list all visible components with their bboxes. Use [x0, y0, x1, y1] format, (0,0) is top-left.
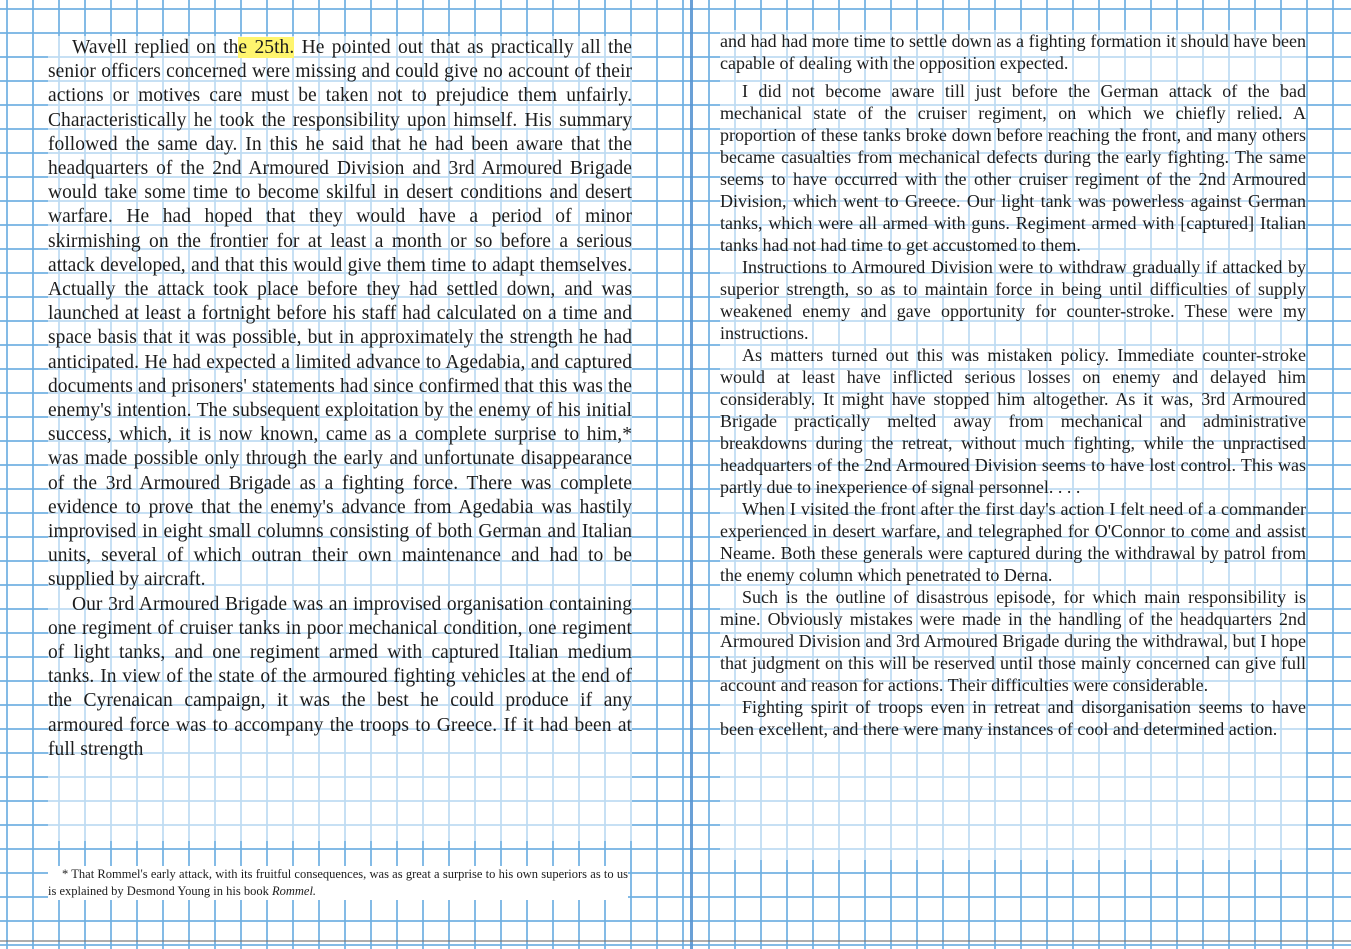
highlighted-date: e 25th.	[238, 37, 295, 58]
scan-edge	[0, 940, 1351, 942]
left-page	[48, 36, 632, 841]
right-paragraph-3: Instructions to Armoured Division were to withdraw gradually if attacked by superior strength, so as to maintain force in being until difficulties of supply weakened enemy and gave opportunity for counter-stroke. These were my instructions.	[720, 257, 1306, 343]
right-page	[720, 30, 1306, 860]
left-paragraph-1	[48, 36, 632, 593]
footnote	[48, 866, 628, 900]
right-paragraph-1: and had had more time to settle down as a fighting formation it should have been capable of dealing with the opposition expected.	[720, 31, 1306, 73]
footnote-book-title: Rommel.	[271, 884, 317, 898]
para1-rest: He pointed out that as practically all the senior officers concerned were missing and could give no account of their actions or motives care must be taken not to prejudice them unfairly. Characteristically he took the responsibility upon himself. His summary followed the same day. In this he said that he had been aware that the headquarters of the 2nd Armoured Division and 3rd Armoured Brigade would take some time to become skilful in desert conditions and desert warfare. He had hoped that they would have a period of minor skirmishing on the frontier for at least a month or so before a serious attack developed, and that this would give them time to adapt themselves. Actually the attack took place before they had settled down, and was launched at least a fortnight before his staff had calculated on a time and space basis that it was possible, but in approximately the strength he had anticipated. He had expected a limited advance to Agedabia, and captured documents and prisoners' statements had since confirmed that this was the enemy's intention. The subsequent exploitation by the enemy of his initial success, which, it is now known, came as a complete surprise to him,* was made possible only through the early and unfortunate disappearance of the 3rd Armoured Brigade as a fighting force. There was complete evidence to prove that the enemy's advance from Agedabia was hastily improvised in eight small columns consisting of both German and Italian units, several of which outran their own maintenance and had to be supplied by aircraft.	[48, 37, 632, 591]
right-paragraph-4: As matters turned out this was mistaken policy. Immediate counter-stroke would at least have inflicted serious losses on enemy and delayed him considerably. It might have stopped him altogether. As it was, 3rd Armoured Brigade practically melted away from mechanical and administrative breakdowns during the retreat, without much fighting, while the unpractised headquarters of the 2nd Armoured Division seems to have lost control. This was partly due to inexperience of signal personnel. . . .	[720, 345, 1306, 497]
right-paragraph-2: I did not become aware till just before the German attack of the bad mechanical state of the cruiser regiment, on which we chiefly relied. A proportion of these tanks broke down before reaching the front, and many others became casualties from mechanical defects during the early fighting. The same seems to have occurred with the other cruiser regiment of the 2nd Armoured Division, which went to Greece. Our light tank was powerless against German tanks, which were all armed with guns. Regiment armed with [captured] Italian tanks had not had time to get accustomed to them.	[720, 81, 1306, 255]
para1-prefix: Wavell replied on th	[72, 37, 239, 58]
right-paragraph-7: Fighting spirit of troops even in retreat and disorganisation seems to have been excellent, and there were many instances of cool and determined action.	[720, 697, 1306, 739]
page-gutter	[690, 0, 693, 949]
footnote-text: * That Rommel's early attack, with its fruitful consequences, was as great a surprise to his own superiors as to us is explained by Desmond Young in his book	[48, 867, 628, 898]
right-paragraph-5: When I visited the front after the first day's action I felt need of a commander experienced in desert warfare, and telegraphed for O'Connor to come and assist Neame. Both these generals were captured during the withdrawal by patrol from the enemy column which penetrated to Derna.	[720, 499, 1306, 585]
left-paragraph-2: Our 3rd Armoured Brigade was an improvised organisation containing one regiment of cruiser tanks in poor mechanical condition, one regiment of light tanks, and one regiment armed with captured Italian medium tanks. In view of the state of the armoured fighting vehicles at the end of the Cyrenaican campaign, it was the best he could produce if any armoured force was to accompany the troops to Greece. If it had been at full strength	[48, 593, 632, 760]
right-paragraph-6: Such is the outline of disastrous episode, for which main responsibility is mine. Obviously mistakes were made in the handling of the headquarters 2nd Armoured Division and 3rd Armoured Brigade during the withdrawal, but I hope that judgment on this will be reserved until those mainly concerned can give full account and reason for actions. Their difficulties were considerable.	[720, 587, 1306, 695]
